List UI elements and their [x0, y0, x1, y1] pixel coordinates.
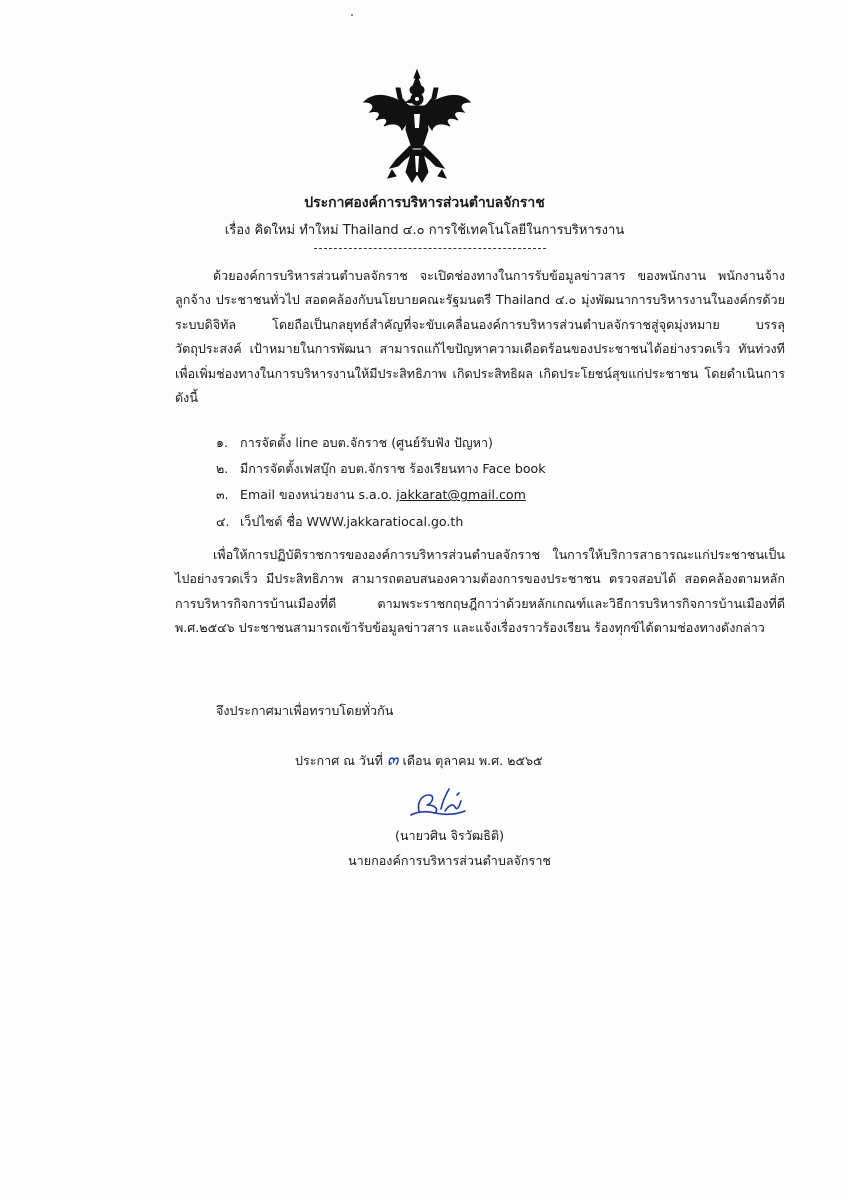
announcement-date	[295, 746, 543, 773]
scan-speck	[351, 14, 353, 16]
list-item	[216, 482, 546, 508]
list-item	[216, 509, 546, 535]
signer-title: นายกองค์การบริหารส่วนตำบลจักราช	[348, 853, 551, 868]
date-day-handwritten: ๓	[386, 750, 399, 770]
list-item-text: มีการจัดตั้งเฟสบุ๊ก อบต.จักราช ร้องเรียนทาง Face book	[240, 461, 546, 477]
body-paragraph-2: เพื่อให้การปฏิบัติราชการขององค์การบริหารส่วนตำบลจักราช ในการให้บริการสาธารณะแก่ประชาชนเป็นไปอย่างรวดเร็ว มีประสิทธิภาพ สามารถตอบสนองความต้องการของประชาชน ตรวจสอบได้ สอดคล้องตามหลักการบริหารกิจการบ้านเมืองที่ดี ตามพระราชกฤษฎีกาว่าด้วยหลักเกณฑ์และวิธีการบริหารกิจการบ้านเมืองที่ดี พ.ศ.๒๕๔๖ ประชาชนสามารถเข้ารับข้อมูลข่าวสาร และแจ้งเรื่องราวร้องเรียน ร้องทุกข์ได้ตามช่องทางดังกล่าว	[175, 547, 785, 636]
email-link[interactable]: jakkarat@gmail.com	[396, 487, 526, 503]
list-item-number: ๒.	[216, 461, 229, 477]
closing-statement: จึงประกาศมาเพื่อทราบโดยทั่วกัน	[216, 703, 394, 718]
list-item-number: ๔.	[216, 513, 230, 529]
garuda-emblem-icon	[362, 68, 472, 186]
announcement-subject: เรื่อง คิดใหม่ ทำใหม่ Thailand ๔.๐ การใช้เทคโนโลยีในการบริหารงาน	[224, 223, 625, 238]
list-item	[216, 456, 546, 482]
signature-icon	[405, 785, 469, 823]
date-prefix: ประกาศ ณ วันที่	[295, 753, 383, 768]
channel-list	[216, 430, 546, 535]
body-paragraph-1: ด้วยองค์การบริหารส่วนตำบลจักราช จะเปิดช่องทางในการรับข้อมูลข่าวสาร ของพนักงาน พนักงานจ้าง ลูกจ้าง ประชาชนทั่วไป สอดคล้องกับนโยบายคณะรัฐมนตรี Thailand ๔.๐ มุ่งพัฒนาการบริหารงานในองค์กรด้วยระบบดิจิทัล โดยถือเป็นกลยุทธ์สำคัญที่จะขับเคลื่อนองค์การบริหารส่วนตำบลจักราชสู่จุดมุ่งหมาย บรรลุวัตถุประสงค์ เป้าหมายในการพัฒนา สามารถแก้ไขปัญหาความเดือดร้อนของประชาชนได้อย่างรวดเร็ว ทันท่วงที เพื่อเพิ่มช่องทางในการบริหารงานให้มีประสิทธิภาพ เกิดประสิทธิผล เกิดประโยชน์สุขแก่ประชาชน โดยดำเนินการดังนี้	[175, 268, 785, 406]
list-item-number: ๓.	[216, 487, 229, 503]
list-item-text: เว็ปไซต์ ชื่อ WWW.jakkaratiocal.go.th	[240, 513, 464, 529]
date-suffix: เดือน ตุลาคม พ.ศ. ๒๕๖๕	[402, 753, 543, 768]
list-item-number: ๑.	[216, 435, 228, 450]
list-item-text: การจัดตั้ง line อบต.จักราช (ศูนย์รับฟัง ปัญหา)	[240, 435, 493, 450]
list-item-text: Email ของหน่วยงาน s.a.o.	[240, 487, 397, 503]
signer-name: (นายวศิน จิรวัฒธิติ)	[394, 828, 505, 843]
divider-rule	[314, 248, 546, 249]
announcement-title: ประกาศองค์การบริหารส่วนตำบลจักราช	[304, 195, 545, 211]
list-item	[216, 430, 546, 456]
